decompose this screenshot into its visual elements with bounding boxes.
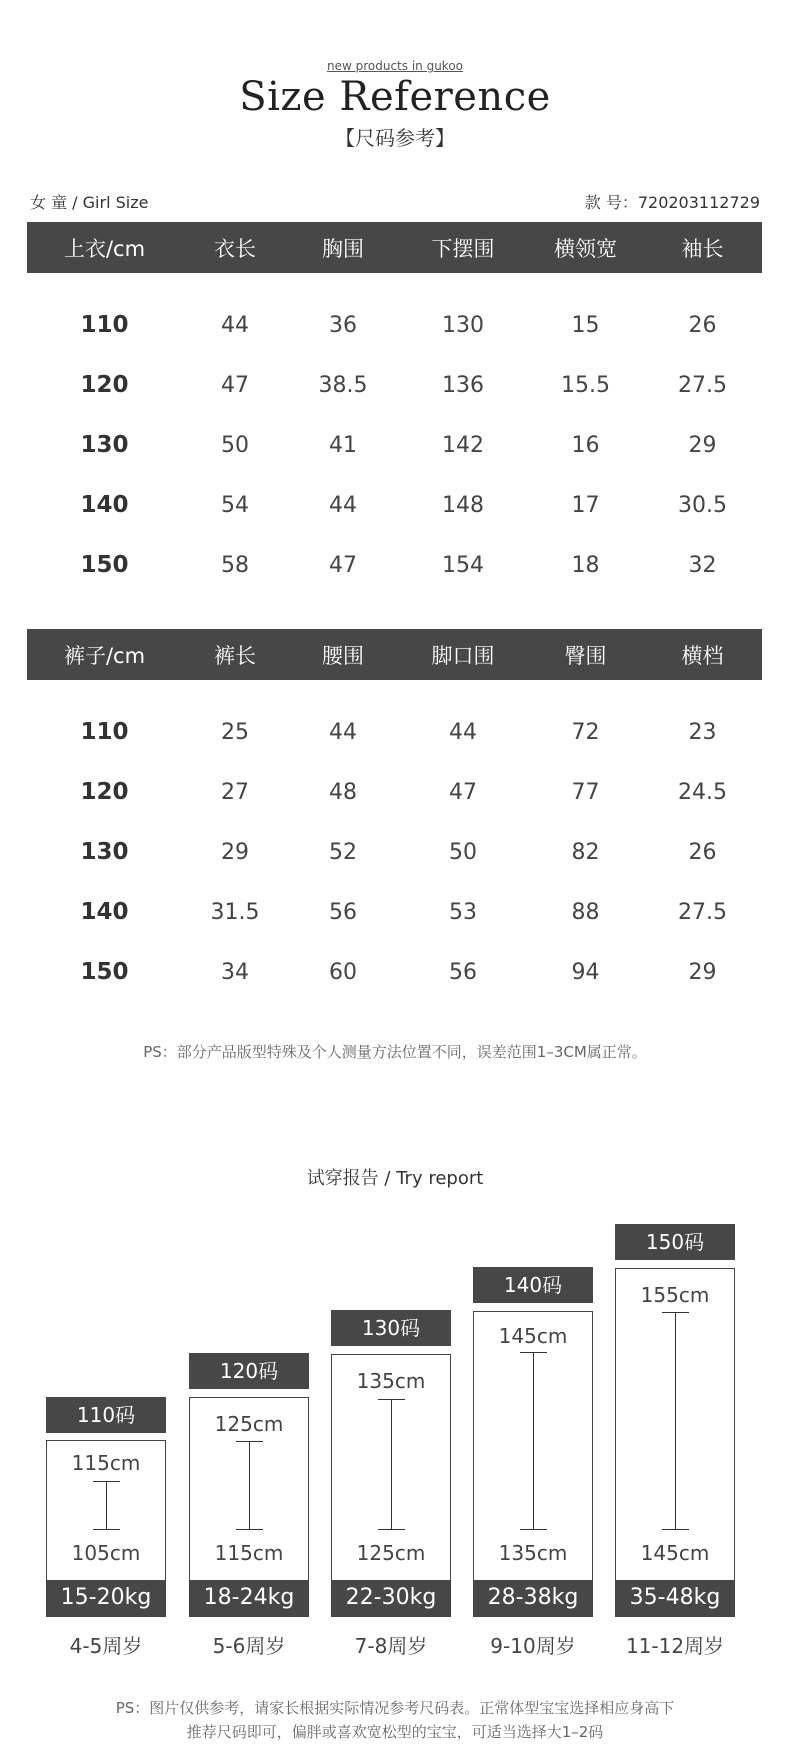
range-line	[391, 1399, 392, 1529]
size-cell: 140	[80, 492, 129, 518]
value-cell: 44	[449, 719, 477, 745]
value-cell: 25	[221, 719, 249, 745]
value-cell: 29	[221, 839, 249, 865]
column-header: 横档	[643, 629, 762, 680]
page-subtitle: 【尺码参考】	[335, 126, 455, 150]
column-header: 腰围	[288, 629, 398, 680]
value-cell: 58	[221, 552, 249, 578]
weight-label: 28-38kg	[474, 1580, 592, 1616]
column-header: 横领宽	[528, 222, 643, 273]
table-header-row	[27, 222, 762, 273]
value-cell: 18	[571, 552, 600, 578]
value-cell: 88	[571, 899, 600, 925]
value-cell: 130	[442, 312, 484, 338]
size-label: 110码	[46, 1397, 166, 1433]
category-label: 女 童 / Girl Size	[30, 193, 149, 212]
column-header: 衣长	[182, 222, 288, 273]
weight-label: 15-20kg	[47, 1580, 165, 1616]
value-cell: 17	[571, 492, 600, 518]
table-row	[27, 882, 762, 942]
range-line	[106, 1481, 107, 1529]
table-row	[27, 680, 762, 762]
value-cell: 50	[221, 432, 249, 458]
height-bar	[473, 1311, 593, 1617]
value-cell: 47	[221, 372, 249, 398]
value-cell: 29	[688, 959, 717, 985]
table-row	[27, 273, 762, 355]
measurement-note: PS：部分产品版型特殊及个人测量方法位置不同，误差范围1–3CM属正常。	[143, 1043, 647, 1061]
value-cell: 31.5	[210, 899, 260, 925]
value-cell: 82	[571, 839, 600, 865]
age-label: 9-10周岁	[490, 1634, 576, 1658]
size-cell: 110	[80, 312, 129, 338]
table-row	[27, 535, 762, 595]
height-top-label: 155cm	[640, 1283, 710, 1307]
range-tick-bottom	[93, 1529, 120, 1530]
table-row	[27, 475, 762, 535]
size-cell: 150	[80, 552, 129, 578]
value-cell: 47	[449, 779, 477, 805]
tagline: new products in gukoo	[326, 59, 464, 73]
value-cell: 142	[442, 432, 484, 458]
value-cell: 77	[571, 779, 600, 805]
value-cell: 27.5	[678, 372, 727, 398]
value-cell: 44	[329, 492, 357, 518]
value-cell: 94	[571, 959, 600, 985]
size-label: 140码	[473, 1267, 593, 1303]
weight-label: 35-48kg	[616, 1580, 734, 1616]
value-cell: 16	[571, 432, 600, 458]
height-bar	[189, 1397, 309, 1617]
value-cell: 15	[571, 312, 600, 338]
value-cell: 56	[329, 899, 357, 925]
value-cell: 36	[329, 312, 357, 338]
column-header: 上衣/cm	[27, 222, 182, 273]
column-header: 胸围	[288, 222, 398, 273]
size-cell: 130	[80, 839, 129, 865]
table-row	[27, 822, 762, 882]
size-cell: 140	[80, 899, 129, 925]
value-cell: 15.5	[561, 372, 610, 398]
size-cell: 120	[80, 372, 129, 398]
value-cell: 53	[449, 899, 477, 925]
range-line	[675, 1312, 676, 1529]
range-tick-bottom	[520, 1529, 547, 1530]
column-header: 脚口围	[398, 629, 528, 680]
value-cell: 52	[329, 839, 357, 865]
height-top-label: 145cm	[498, 1324, 568, 1348]
height-top-label: 135cm	[356, 1369, 426, 1393]
value-cell: 30.5	[678, 492, 727, 518]
height-bar	[331, 1354, 451, 1617]
age-label: 5-6周岁	[212, 1634, 286, 1658]
size-cell: 130	[80, 432, 129, 458]
height-top-label: 125cm	[214, 1412, 284, 1436]
value-cell: 154	[442, 552, 484, 578]
value-cell: 24.5	[678, 779, 727, 805]
range-line	[249, 1441, 250, 1529]
value-cell: 47	[329, 552, 357, 578]
age-label: 7-8周岁	[354, 1634, 428, 1658]
table-row	[27, 355, 762, 415]
value-cell: 148	[442, 492, 484, 518]
column-header: 裤子/cm	[27, 629, 182, 680]
column-header: 裤长	[182, 629, 288, 680]
value-cell: 26	[688, 312, 717, 338]
pants-size-table	[27, 629, 762, 1002]
height-bottom-label: 105cm	[71, 1541, 141, 1565]
value-cell: 27.5	[678, 899, 727, 925]
size-label: 120码	[189, 1353, 309, 1389]
value-cell: 38.5	[318, 372, 368, 398]
value-cell: 27	[221, 779, 249, 805]
size-cell: 120	[80, 779, 129, 805]
value-cell: 41	[329, 432, 357, 458]
value-cell: 44	[221, 312, 249, 338]
height-bar	[46, 1440, 166, 1617]
size-cell: 150	[80, 959, 129, 985]
size-advice-line-1: PS：图片仅供参考，请家长根据实际情况参考尺码表。正常体型宝宝选择相应身高下	[115, 1699, 675, 1717]
height-bottom-label: 125cm	[356, 1541, 426, 1565]
value-cell: 23	[688, 719, 717, 745]
age-label: 11-12周岁	[625, 1634, 725, 1658]
style-number: 款 号：720203112729	[584, 193, 760, 212]
page-title: Size Reference	[239, 74, 551, 120]
try-report-title: 试穿报告 / Try report	[306, 1168, 484, 1189]
value-cell: 29	[688, 432, 717, 458]
size-label: 130码	[331, 1310, 451, 1346]
size-advice-note	[0, 1696, 790, 1744]
value-cell: 44	[329, 719, 357, 745]
value-cell: 32	[688, 552, 717, 578]
size-advice-line-2: 推荐尺码即可，偏胖或喜欢宽松型的宝宝，可适当选择大1–2码	[186, 1723, 604, 1741]
table-row	[27, 762, 762, 822]
height-bottom-label: 115cm	[214, 1541, 284, 1565]
value-cell: 48	[329, 779, 357, 805]
value-cell: 50	[449, 839, 477, 865]
value-cell: 34	[221, 959, 249, 985]
value-cell: 72	[571, 719, 600, 745]
age-label: 4-5周岁	[69, 1634, 143, 1658]
height-top-label: 115cm	[71, 1451, 141, 1475]
size-label: 150码	[615, 1224, 735, 1260]
range-line	[533, 1352, 534, 1529]
weight-label: 22-30kg	[332, 1580, 450, 1616]
tops-size-table	[27, 222, 762, 595]
range-tick-bottom	[378, 1529, 405, 1530]
value-cell: 54	[221, 492, 249, 518]
range-tick-bottom	[236, 1529, 263, 1530]
table-row	[27, 415, 762, 475]
column-header: 袖长	[643, 222, 762, 273]
column-header: 臀围	[528, 629, 643, 680]
value-cell: 60	[329, 959, 357, 985]
value-cell: 56	[449, 959, 477, 985]
range-tick-bottom	[662, 1529, 689, 1530]
table-header-row	[27, 629, 762, 680]
value-cell: 26	[688, 839, 717, 865]
height-bottom-label: 135cm	[498, 1541, 568, 1565]
size-cell: 110	[80, 719, 129, 745]
table-row	[27, 942, 762, 1002]
height-bottom-label: 145cm	[640, 1541, 710, 1565]
weight-label: 18-24kg	[190, 1580, 308, 1616]
value-cell: 136	[442, 372, 484, 398]
column-header: 下摆围	[398, 222, 528, 273]
height-bar	[615, 1268, 735, 1617]
